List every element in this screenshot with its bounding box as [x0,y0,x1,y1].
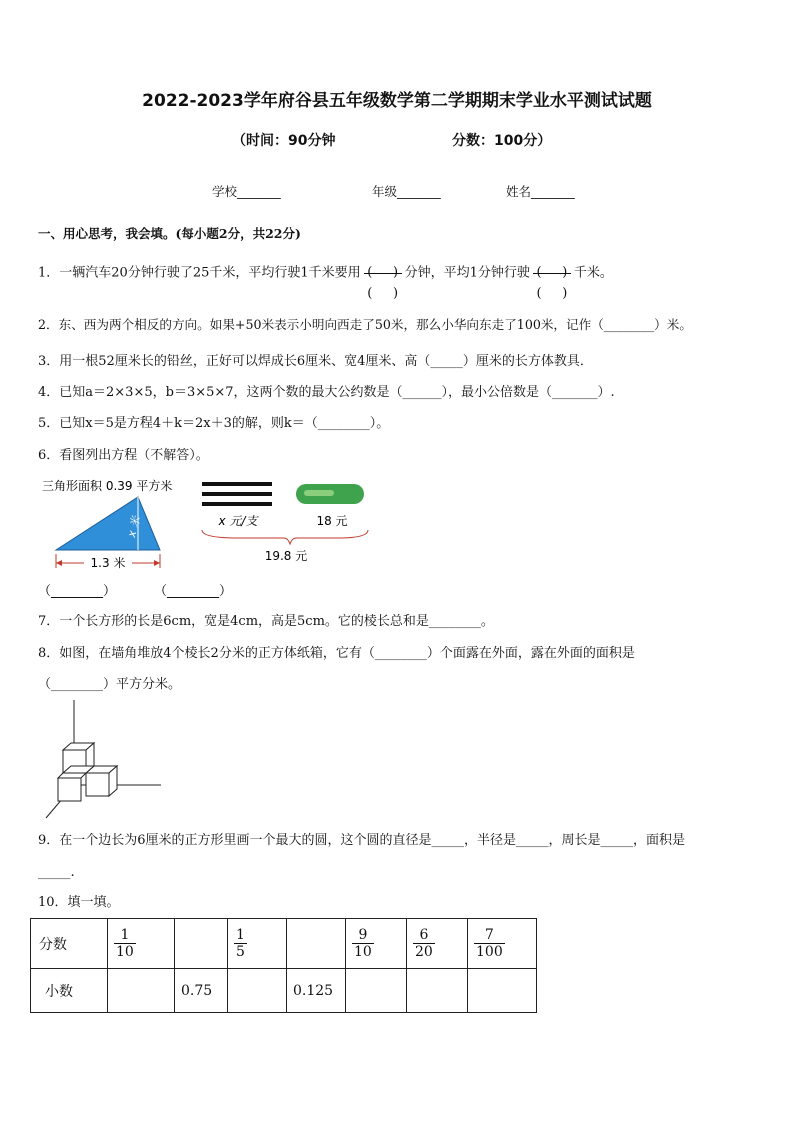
pencil-icon [202,482,272,486]
fraction-decimal-table [30,918,537,1013]
triangle-area-label: 三角形面积 0.39 平方米 [42,479,173,493]
question-4: 4．已知a＝2×3×5，b＝3×5×7，这两个数的最大公约数是（______），最小公倍数是（_______）. [38,385,615,400]
fraction-cell[interactable]: $\frac{7}{100}$ [468,919,537,969]
decimal-cell[interactable] [468,969,537,1013]
fraction-cell[interactable]: $\frac{1}{5}$ [228,919,287,969]
question-7: 7．一个长方形的长是6cm，宽是4cm，高是5cm。它的棱长总和是________。 [38,614,494,629]
grade-field[interactable]: 年级_______ [372,184,441,199]
fraction-cell[interactable]: $\frac{6}{20}$ [407,919,468,969]
q6-answer-blank-2[interactable]: （________） [154,584,233,599]
question-9-line-1: 9．在一个边长为6厘米的正方形里画一个最大的圆，这个圆的直径是_____，半径是_____，周长是_____，面积是 [38,833,686,848]
score-label: 分数：100分） [452,133,552,149]
q6-figure [38,472,378,602]
decimal-cell[interactable]: 0.75 [175,969,228,1013]
decimal-cell[interactable]: 0.125 [287,969,346,1013]
pen-price-label: x 元/支 [218,514,258,528]
pencil-icon [202,502,272,506]
question-3: 3．用一根52厘米长的铅丝，正好可以焊成长6厘米、宽4厘米、高（_____）厘米的长方体教具． [38,354,593,369]
q8-cubes-figure [36,700,166,825]
brace [202,530,368,544]
name-field[interactable]: 姓名_______ [506,184,575,199]
question-9-line-2: _____. [38,865,75,880]
triangle-base-label: 1.3 米 [90,556,126,570]
question-8-line-2: （________）平方分米。 [38,677,182,692]
triangle-height-label: x 米 [125,515,144,539]
question-1 [38,253,613,301]
pencil-icon [202,492,272,496]
section-heading: 一、用心思考，我会填。(每小题2分，共22分) [38,226,301,241]
page-title: 2022-2023学年府谷县五年级数学第二学期期末学业水平测试试题 [142,91,652,111]
fraction-cell[interactable] [175,919,228,969]
q1-fraction-blank-2[interactable]: $\frac{( )}{( )}$ [531,253,573,293]
decimal-cell[interactable] [407,969,468,1013]
decimal-cell[interactable] [108,969,175,1013]
q6-answer-blank-1[interactable]: （________） [38,584,117,599]
total-price-label: 19.8 元 [264,549,308,563]
decimal-cell[interactable] [228,969,287,1013]
question-5: 5．已知x＝5是方程4＋k＝2x＋3的解，则k＝（________）。 [38,416,390,431]
fraction-cell[interactable]: $\frac{1}{10}$ [108,919,175,969]
triangle-shape [56,497,160,550]
q1-fraction-blank-1[interactable]: $\frac{( )}{( )}$ [362,253,404,293]
question-10: 10．填一填。 [38,895,120,910]
row-header-fraction: 分数 [31,919,108,969]
question-6: 6．看图列出方程（不解答）。 [38,448,209,463]
question-2: 2．东、西为两个相反的方向。如果+50米表示小明向西走了50米，那么小华向东走了100米，记作（________）米。 [38,317,692,332]
table-row-decimals [31,969,537,1013]
q1-text-b: 分钟，平均1分钟行驶 [404,265,530,281]
school-field[interactable]: 学校_______ [212,184,281,199]
q1-text-c: 千米。 [573,265,613,281]
fraction-cell[interactable] [287,919,346,969]
row-header-decimal: 小数 [31,969,108,1013]
box-price-label: 18 元 [316,514,348,528]
fraction-cell[interactable]: $\frac{9}{10}$ [346,919,407,969]
time-label: （时间：90分钟 [232,133,336,149]
decimal-cell[interactable] [346,969,407,1013]
table-row-fractions [31,919,537,969]
q1-text-a: 1．一辆汽车20分钟行驶了25千米，平均行驶1千米要用 [38,265,361,281]
question-8-line-1: 8．如图，在墙角堆放4个棱长2分米的正方体纸箱，它有（________）个面露在外面，露在外面的面积是 [38,646,635,661]
